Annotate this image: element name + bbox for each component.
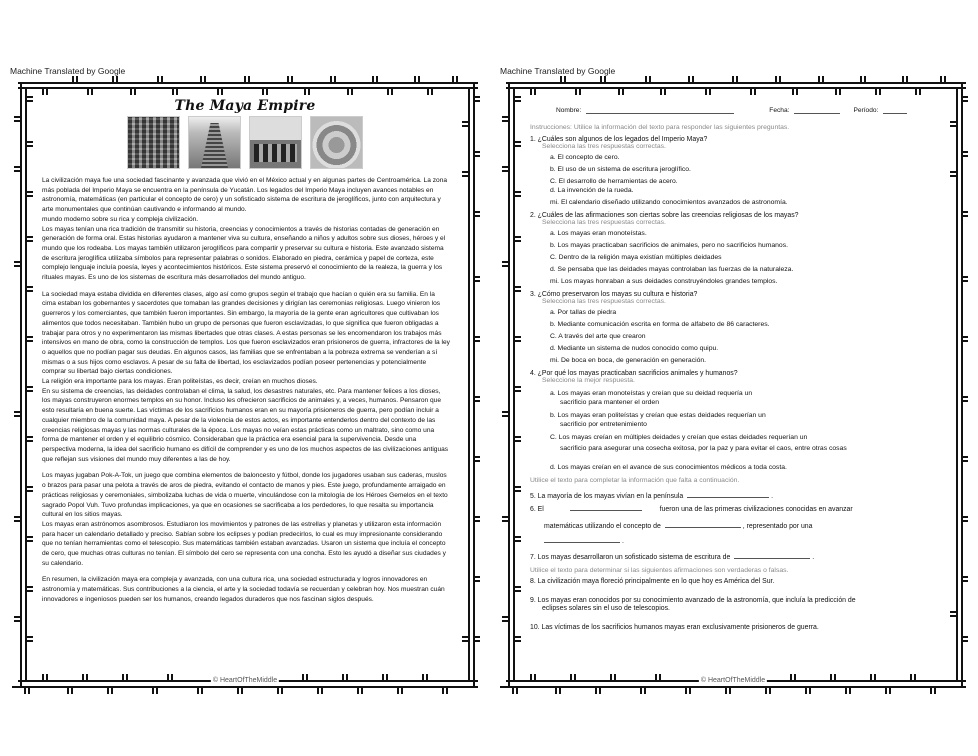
border-glyph-icon (950, 171, 956, 177)
border-glyph-icon (14, 116, 20, 122)
border-line (956, 87, 958, 682)
border-glyph-icon (397, 688, 403, 694)
border-glyph-icon (462, 121, 468, 127)
border-glyph-icon (515, 191, 521, 197)
border-glyph-icon (515, 141, 521, 147)
border-glyph-icon (962, 456, 968, 462)
copyright-mark: © HeartOfTheMiddle (212, 677, 278, 684)
border-glyph-icon (790, 674, 796, 680)
border-line (508, 82, 510, 688)
border-line (506, 82, 966, 84)
question-1: 1. ¿Cuáles son algunos de los legados del Imperio Maya? (530, 136, 708, 143)
border-glyph-icon (27, 486, 33, 492)
answer-option[interactable]: C. Dentro de la religión maya existían múltiples deidades (550, 254, 722, 261)
border-line (961, 82, 963, 688)
question-6-text: matemáticas utilizando el concepto de (544, 523, 661, 530)
border-glyph-icon (962, 396, 968, 402)
border-glyph-icon (27, 386, 33, 392)
border-glyph-icon (474, 151, 480, 157)
border-glyph-icon (600, 76, 606, 82)
question-6-text: 6. El (530, 506, 544, 513)
question-6-text: , representado por una (742, 523, 813, 530)
border-glyph-icon (277, 688, 283, 694)
border-glyph-icon (287, 76, 293, 82)
border-glyph-icon (962, 576, 968, 582)
question-4: 4. ¿Por qué los mayas practicaban sacrificios animales y humanos? (530, 370, 738, 377)
border-glyph-icon (515, 486, 521, 492)
question-2-hint: Selecciona las tres respuestas correctas. (542, 219, 666, 226)
border-glyph-icon (27, 286, 33, 292)
border-glyph-icon (830, 674, 836, 680)
border-glyph-icon (555, 688, 561, 694)
border-line (473, 82, 475, 688)
pyramid-image (188, 116, 241, 169)
border-glyph-icon (474, 336, 480, 342)
border-glyph-icon (27, 586, 33, 592)
border-glyph-icon (775, 76, 781, 82)
border-glyph-icon (27, 336, 33, 342)
paragraph-writing: Los mayas tenían una rica tradición de transmitir su historia, creencias y conocimientos a través de historias contadas de generación en generación de forma oral. Estas historias ayudaron a mantener viva su cultura, enseñando a niños y adultos sobre sus dioses, héroes y el mundo que los rodeaba. Los mayas también utilizaron jeroglíficos para compartir y preservar su cultura e historia. Este avanzado sistema de escritura jeroglífica utilizaba símbolos para representar palabras o sonidos. Elaborado en piedra, cerámica y papel de corteza, este complejo lenguaje incluía poesía, leyes y acontecimientos históricos. Este sistema preservó el conocimiento de la realeza, la guerra y los rituales mayas. Es uno de los sistemas de escritura más desarrollados del mundo antiguo. (42, 225, 446, 282)
question-6-continued: . (528, 536, 938, 545)
worksheet-content (528, 94, 938, 674)
border-glyph-icon (962, 151, 968, 157)
option-text: a. Los mayas eran monoteístas y creían que su deidad requería un (550, 390, 753, 397)
image-strip (40, 116, 450, 172)
border-glyph-icon (67, 688, 73, 694)
answer-option[interactable]: C. A través del arte que crearon (550, 333, 646, 340)
border-glyph-icon (152, 688, 158, 694)
border-glyph-icon (342, 674, 348, 680)
border-glyph-icon (14, 411, 20, 417)
option-text-continued: sacrificio para mantener el orden (560, 399, 659, 406)
question-9-continued: eclipses solares sin el uso de telescopios. (542, 605, 670, 612)
border-glyph-icon (595, 688, 601, 694)
machine-translated-label: Machine Translated by Google (500, 66, 616, 76)
border-glyph-icon (870, 674, 876, 680)
question-5: 5. La mayoría de los mayas vivían en la península . (530, 493, 774, 500)
border-glyph-icon (930, 688, 936, 694)
period-label: Período: (853, 107, 879, 114)
border-glyph-icon (950, 121, 956, 127)
period-field[interactable] (883, 106, 907, 114)
border-line (25, 87, 27, 682)
border-line (18, 82, 478, 84)
border-glyph-icon (27, 236, 33, 242)
border-glyph-icon (462, 636, 468, 642)
worksheet-page (500, 76, 966, 688)
border-glyph-icon (462, 171, 468, 177)
border-glyph-icon (502, 411, 508, 417)
border-glyph-icon (27, 141, 33, 147)
question-3-hint: Selecciona las tres respuestas correctas. (542, 298, 666, 305)
answer-option[interactable]: mi. Los mayas honraban a sus deidades construyéndoles grandes templos. (550, 278, 778, 285)
answer-option[interactable]: d. La invención de la rueda. (550, 187, 634, 194)
date-label: Fecha: (769, 107, 790, 114)
border-glyph-icon (645, 76, 651, 82)
question-6 (528, 504, 938, 513)
border-glyph-icon (42, 674, 48, 680)
border-glyph-icon (474, 636, 480, 642)
border-glyph-icon (515, 286, 521, 292)
paragraph-religion: En su sistema de creencias, las deidades controlaban el clima, la salud, los desastres naturales, etc. Para mantener felices a los dioses, los mayas construyeron enormes templos en su honor. Incluso les ofrecieron sacrificios de animales y, a veces, humanos. Pensaron que esto resultaría en buena suerte. Las víctimas de los sacrificios humanos eran en su mayoría prisioneros de guerra, pero podían incluir a cualquier miembro de la comunidad maya. A pesar de la violencia de estos actos, es importante entenderlos dentro del contexto de las creencias religiosas mayas y las normas culturales de la época. Los mayas no veían estas prácticas como un maltrato, sino como una forma de mantener el orden y el equilibrio cósmico. Consideraban que la práctica era esencial para la supervivencia. Desde una perspectiva moderna, la idea del sacrificio humano es difícil de comprender y es uno de los muchos aspectos de las civilizaciones antiguas que reflejan sus visiones del mundo muy diferentes a las de hoy. (42, 387, 449, 463)
border-glyph-icon (302, 674, 308, 680)
border-glyph-icon (27, 191, 33, 197)
border-glyph-icon (610, 674, 616, 680)
answer-option[interactable]: b. El uso de un sistema de escritura jeroglífico. (550, 166, 691, 173)
border-line (500, 686, 966, 688)
paragraph-religion-intro: La religión era importante para los mayas. Eran politeístas, es decir, creían en muchos dioses. (42, 378, 318, 386)
paragraph-intro: La civilización maya fue una sociedad fascinante y avanzada que vivió en el México actual y en algunas partes de Centroamérica. La zona más poblada del Imperio Maya se encuentra en la península de Yucatán. Los legados del Imperio Maya incluyen avances notables en astronomía, matemáticas (en particular el concepto de cero) y un sofisticado sistema de escritura de jeroglíficos, junto con arquitectura y arte monumentales que continúan cautivando e informando al mundo. (42, 177, 448, 214)
reading-page (12, 76, 478, 688)
answer-option[interactable]: b. Mediante comunicación escrita en forma de alfabeto de 86 caracteres. (550, 321, 770, 328)
answer-option[interactable]: a. Los mayas eran monoteístas. (550, 230, 647, 237)
border-glyph-icon (317, 688, 323, 694)
calendar-stone-image (310, 116, 363, 169)
border-glyph-icon (502, 261, 508, 267)
border-glyph-icon (27, 96, 33, 102)
answer-option[interactable]: a. Por tallas de piedra (550, 309, 617, 316)
reading-content (40, 94, 450, 674)
answer-option[interactable]: d. Se pensaba que las deidades mayas controlaban las fuerzas de la naturaleza. (550, 266, 794, 273)
border-glyph-icon (474, 211, 480, 217)
border-glyph-icon (515, 386, 521, 392)
border-glyph-icon (515, 336, 521, 342)
answer-option[interactable]: C. El desarrollo de herramientas de acero. (550, 178, 678, 185)
question-7: 7. Los mayas desarrollaron un sofisticado sistema de escritura de . (530, 554, 815, 561)
name-field[interactable] (586, 106, 734, 114)
paragraph-ballgame: Los mayas jugaban Pok-A-Tok, un juego que combina elementos de baloncesto y fútbol, donde los jugadores usaban sus caderas, muslos o brazos para pasar una pelota a través de aros de piedra, evitando el contacto de manos y pies. Este juego, profundamente arraigado en prácticas religiosas y ceremoniales, simbolizaba luchas de vida o muerte, vinculándose con la mitología de los Héroes Gemelos en el texto sagrado Popol Vuh. Tuvo profundas implicaciones, ya que en ocasiones se sacrificaba a los perdedores, lo que resalta su importancia cultural en los sitios mayas. (42, 472, 448, 519)
answer-option[interactable] (528, 389, 938, 407)
border-glyph-icon (502, 516, 508, 522)
border-glyph-icon (24, 688, 30, 694)
question-10: 10. Las víctimas de los sacrificios humanos mayas eran exclusivamente prisioneros de guerra. (530, 624, 819, 631)
border-glyph-icon (530, 674, 536, 680)
border-glyph-icon (27, 436, 33, 442)
question-1-hint: Selecciona las tres respuestas correctas. (542, 143, 666, 150)
copyright-mark: © HeartOfTheMiddle (700, 677, 766, 684)
border-glyph-icon (860, 76, 866, 82)
paragraph-summary: En resumen, la civilización maya era compleja y avanzada, con una cultura rica, una sociedad estructurada y logros innovadores en astronomía y matemáticas. Sus contribuciones a la ciencia, el arte y la sociedad todavía se recuerdan y celebran hoy. Nos muestran cuán innovadores e ingeniosos pueden ser los humanos, creando legados duraderos que nos fascinan siglos después. (42, 576, 445, 603)
border-glyph-icon (422, 674, 428, 680)
border-glyph-icon (357, 688, 363, 694)
border-glyph-icon (725, 688, 731, 694)
paragraph-astronomy: Los mayas eran astrónomos asombrosos. Estudiaron los movimientos y patrones de las estrellas y planetas y utilizaron esta información para hacer un calendario detallado y preciso. Sabían sobre los eclipses y podían predecirlos, lo cual es muy impresionante considerando que no tenían herramientas como el telescopio. Sus matemáticas también estaban avanzadas. Usaron un sistema que incluía el concepto de cero, que muchas otras culturas no tenían. El símbolo del cero se representa con una concha. Esto les ayudó a diseñar sus ciudades y su calendario. (42, 520, 446, 567)
border-glyph-icon (845, 688, 851, 694)
border-glyph-icon (474, 576, 480, 582)
border-glyph-icon (107, 688, 113, 694)
fill-in-instructions: Utilice el texto para completar la información que falta a continuación. (530, 477, 740, 484)
answer-option[interactable]: a. El concepto de cero. (550, 154, 620, 161)
question-8: 8. La civilización maya floreció principalmente en lo que hoy es América del Sur. (530, 578, 775, 585)
option-text-continued: sacrificio para asegurar una cosecha exitosa, por la paz y para evitar el caos, entre otras cosas (560, 445, 847, 452)
border-glyph-icon (515, 586, 521, 592)
border-glyph-icon (474, 276, 480, 282)
border-line (468, 87, 470, 682)
answer-option[interactable]: mi. El calendario diseñado utilizando conocimientos avanzados de astronomía. (550, 199, 788, 206)
border-glyph-icon (122, 674, 128, 680)
border-glyph-icon (655, 674, 661, 680)
border-glyph-icon (372, 76, 378, 82)
border-glyph-icon (962, 516, 968, 522)
question-7-text: 7. Los mayas desarrollaron un sofisticado sistema de escritura de (530, 554, 731, 561)
option-text-continued: sacrificio por entretenimiento (560, 421, 647, 428)
answer-blank[interactable] (734, 552, 810, 559)
instructions: Instrucciones: Utilice la información del texto para responder las siguientes preguntas. (530, 124, 790, 131)
reading-passage (40, 176, 450, 605)
border-glyph-icon (474, 456, 480, 462)
border-glyph-icon (112, 76, 118, 82)
border-glyph-icon (167, 674, 173, 680)
date-field[interactable] (794, 106, 840, 114)
border-glyph-icon (818, 76, 824, 82)
question-5-text: 5. La mayoría de los mayas vivían en la península (530, 493, 684, 500)
question-3: 3. ¿Cómo preservaron los mayas su cultura e historia? (530, 291, 698, 298)
border-glyph-icon (452, 76, 458, 82)
ballgame-image (249, 116, 302, 169)
border-line (20, 82, 22, 688)
border-glyph-icon (14, 166, 20, 172)
name-label: Nombre: (556, 107, 582, 114)
question-9: 9. Los mayas eran conocidos por su conocimiento avanzado de la astronomía, que incluía la predicción de (530, 597, 856, 604)
border-glyph-icon (910, 674, 916, 680)
border-glyph-icon (244, 76, 250, 82)
border-glyph-icon (474, 516, 480, 522)
border-glyph-icon (515, 536, 521, 542)
border-glyph-icon (515, 636, 521, 642)
border-glyph-icon (570, 674, 576, 680)
answer-blank[interactable] (570, 504, 642, 511)
answer-option[interactable] (528, 463, 938, 472)
glyph-carvings-image (127, 116, 180, 169)
question-4-hint: Seleccione la mejor respuesta. (542, 377, 635, 384)
border-glyph-icon (502, 166, 508, 172)
border-glyph-icon (950, 611, 956, 617)
student-info-row (528, 106, 938, 114)
option-text: b. Los mayas eran politeístas y creían que estas deidades requerían un (550, 412, 766, 419)
answer-blank[interactable] (687, 491, 769, 498)
answer-option[interactable]: mi. De boca en boca, de generación en generación. (550, 357, 707, 364)
border-glyph-icon (27, 536, 33, 542)
border-glyph-icon (157, 76, 163, 82)
question-6-text: fueron una de las primeras civilizaciones conocidas en avanzar (659, 506, 853, 513)
border-glyph-icon (640, 688, 646, 694)
border-glyph-icon (512, 688, 518, 694)
question-2: 2. ¿Cuáles de las afirmaciones son ciertas sobre las creencias religiosas de los mayas? (530, 212, 799, 219)
border-glyph-icon (515, 436, 521, 442)
border-glyph-icon (805, 688, 811, 694)
border-glyph-icon (330, 76, 336, 82)
answer-option[interactable]: d. Mediante un sistema de nudos conocido como quipu. (550, 345, 719, 352)
border-glyph-icon (382, 674, 388, 680)
border-glyph-icon (515, 236, 521, 242)
option-text: d. Los mayas creían en el avance de sus conocimientos médicos a toda costa. (550, 464, 787, 471)
border-glyph-icon (962, 96, 968, 102)
border-glyph-icon (442, 688, 448, 694)
paragraph-society: La sociedad maya estaba dividida en diferentes clases, algo así como grupos según el trabajo que hacían o quién era su familia. En la cima estaban los gobernantes y sacerdotes que tomaban las grandes decisiones y dirigían las ceremonias religiosas. Luego vinieron los guerreros y los comerciantes, que también fueron importantes. Sin embargo, la mayoría de la gente eran agricultores que cultivaban los alimentos que todos necesitaban. También hubo un grupo de personas que fueron esclavizadas, lo que significa que fueron obligadas a trabajar para otros y no experimentaron las mismas libertades que otras clases. A estas personas se les encomendaron los trabajos más intensivos en mano de obra, como la construcción de templos. Los que fueron esclavizados eran prisioneros de guerra, infractores de la ley o aquellos que no podían pagar sus deudas. En algunos casos, las familias que se enfrentaban a la pobreza extrema se venderían a sí mismas o a sus hijos como esclavos. A pesar de su falta de libertad, los esclavizados podían poseer pertenencias y potencialmente comprar su libertad bajo ciertas condiciones. (42, 290, 450, 376)
border-line (12, 686, 478, 688)
answer-option[interactable]: b. Los mayas practicaban sacrificios de animales, pero no sacrificios humanos. (550, 242, 789, 249)
border-glyph-icon (962, 211, 968, 217)
border-glyph-icon (515, 96, 521, 102)
border-glyph-icon (732, 76, 738, 82)
page-title: The Maya Empire (174, 98, 316, 114)
answer-blank[interactable] (544, 536, 620, 543)
border-glyph-icon (688, 76, 694, 82)
border-glyph-icon (14, 261, 20, 267)
border-glyph-icon (197, 688, 203, 694)
border-glyph-icon (962, 276, 968, 282)
border-glyph-icon (72, 76, 78, 82)
border-glyph-icon (414, 76, 420, 82)
border-glyph-icon (200, 76, 206, 82)
answer-option[interactable] (528, 433, 938, 453)
answer-option[interactable] (528, 411, 938, 429)
machine-translated-label: Machine Translated by Google (10, 66, 126, 76)
answer-blank[interactable] (665, 521, 741, 528)
border-line (513, 87, 515, 682)
border-glyph-icon (940, 76, 946, 82)
border-glyph-icon (885, 688, 891, 694)
border-glyph-icon (474, 396, 480, 402)
border-glyph-icon (560, 76, 566, 82)
border-glyph-icon (27, 636, 33, 642)
paragraph-fragment: mundo moderno sobre su rica y compleja civilización. (42, 215, 199, 223)
border-glyph-icon (685, 688, 691, 694)
border-glyph-icon (502, 616, 508, 622)
border-glyph-icon (902, 76, 908, 82)
true-false-instructions: Utilice el texto para determinar si las siguientes afirmaciones son verdaderas o falsas. (530, 567, 789, 574)
border-glyph-icon (82, 674, 88, 680)
border-glyph-icon (765, 688, 771, 694)
border-glyph-icon (962, 336, 968, 342)
border-glyph-icon (474, 96, 480, 102)
border-glyph-icon (14, 616, 20, 622)
border-glyph-icon (237, 688, 243, 694)
option-text: C. Los mayas creían en múltiples deidades y creían que estas deidades requerían un (550, 434, 808, 441)
border-glyph-icon (962, 636, 968, 642)
question-6-continued (528, 521, 938, 530)
border-glyph-icon (14, 516, 20, 522)
border-glyph-icon (502, 116, 508, 122)
